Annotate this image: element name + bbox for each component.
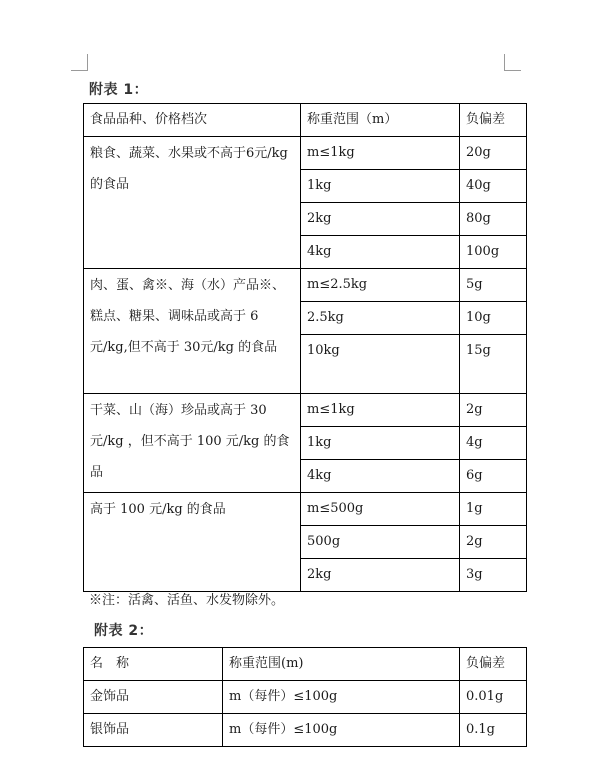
deviation-cell: 1g xyxy=(460,493,527,526)
range-cell: 2kg xyxy=(301,203,460,236)
table1-header-range: 称重范围（m） xyxy=(301,104,460,137)
table1 xyxy=(83,103,527,592)
deviation-cell: 10g xyxy=(460,302,527,335)
table-row xyxy=(84,681,527,714)
table-row xyxy=(84,269,527,302)
deviation-cell: 5g xyxy=(460,269,527,302)
deviation-cell: 2g xyxy=(460,394,527,427)
name-cell: 金饰品 xyxy=(84,681,223,714)
range-cell: m≤1kg xyxy=(301,394,460,427)
category-cell: 高于 100 元/kg 的食品 xyxy=(84,493,301,592)
range-cell: 500g xyxy=(301,526,460,559)
range-cell: 4kg xyxy=(301,460,460,493)
deviation-cell: 0.1g xyxy=(460,714,527,747)
category-cell: 粮食、蔬菜、水果或不高于6元/kg 的食品 xyxy=(84,137,301,269)
category-cell: 干菜、山（海）珍品或高于 30 元/kg ，但不高于 100 元/kg 的食品 xyxy=(84,394,301,493)
range-cell: 4kg xyxy=(301,236,460,269)
range-cell: m（每件）≤100g xyxy=(223,681,460,714)
table1-footnote: ※注：活禽、活鱼、水发物除外。 xyxy=(89,593,285,608)
deviation-cell: 3g xyxy=(460,559,527,592)
range-cell: 1kg xyxy=(301,170,460,203)
deviation-cell: 40g xyxy=(460,170,527,203)
table-row xyxy=(84,493,527,526)
range-cell: m（每件）≤100g xyxy=(223,714,460,747)
range-cell: m≤2.5kg xyxy=(301,269,460,302)
deviation-cell: 20g xyxy=(460,137,527,170)
table-row xyxy=(84,137,527,170)
deviation-cell: 4g xyxy=(460,427,527,460)
table1-header-deviation: 负偏差 xyxy=(460,104,527,137)
deviation-cell: 80g xyxy=(460,203,527,236)
table2-header-row xyxy=(84,648,527,681)
page-corner-mark-left xyxy=(71,54,88,71)
page-corner-mark-right xyxy=(504,54,521,71)
table2-heading: 附表 2： xyxy=(94,623,154,639)
deviation-cell: 15g xyxy=(460,335,527,394)
table2-header-deviation: 负偏差 xyxy=(460,648,527,681)
deviation-cell: 100g xyxy=(460,236,527,269)
table2-header-name: 名 称 xyxy=(84,648,223,681)
table1-header-category: 食品品种、价格档次 xyxy=(84,104,301,137)
category-cell: 肉、蛋、禽※、海（水）产品※、糕点、糖果、调味品或高于 6 元/kg,但不高于 30元/kg 的食品 xyxy=(84,269,301,394)
table2-header-range: 称重范围(m) xyxy=(223,648,460,681)
table-row xyxy=(84,714,527,747)
range-cell: 1kg xyxy=(301,427,460,460)
name-cell: 银饰品 xyxy=(84,714,223,747)
range-cell: 10kg xyxy=(301,335,460,394)
range-cell: m≤500g xyxy=(301,493,460,526)
table1-heading: 附表 1： xyxy=(89,82,149,98)
range-cell: 2kg xyxy=(301,559,460,592)
table1-header-row xyxy=(84,104,527,137)
range-cell: m≤1kg xyxy=(301,137,460,170)
table2 xyxy=(83,647,527,747)
deviation-cell: 2g xyxy=(460,526,527,559)
range-cell: 2.5kg xyxy=(301,302,460,335)
deviation-cell: 0.01g xyxy=(460,681,527,714)
deviation-cell: 6g xyxy=(460,460,527,493)
table-row xyxy=(84,394,527,427)
